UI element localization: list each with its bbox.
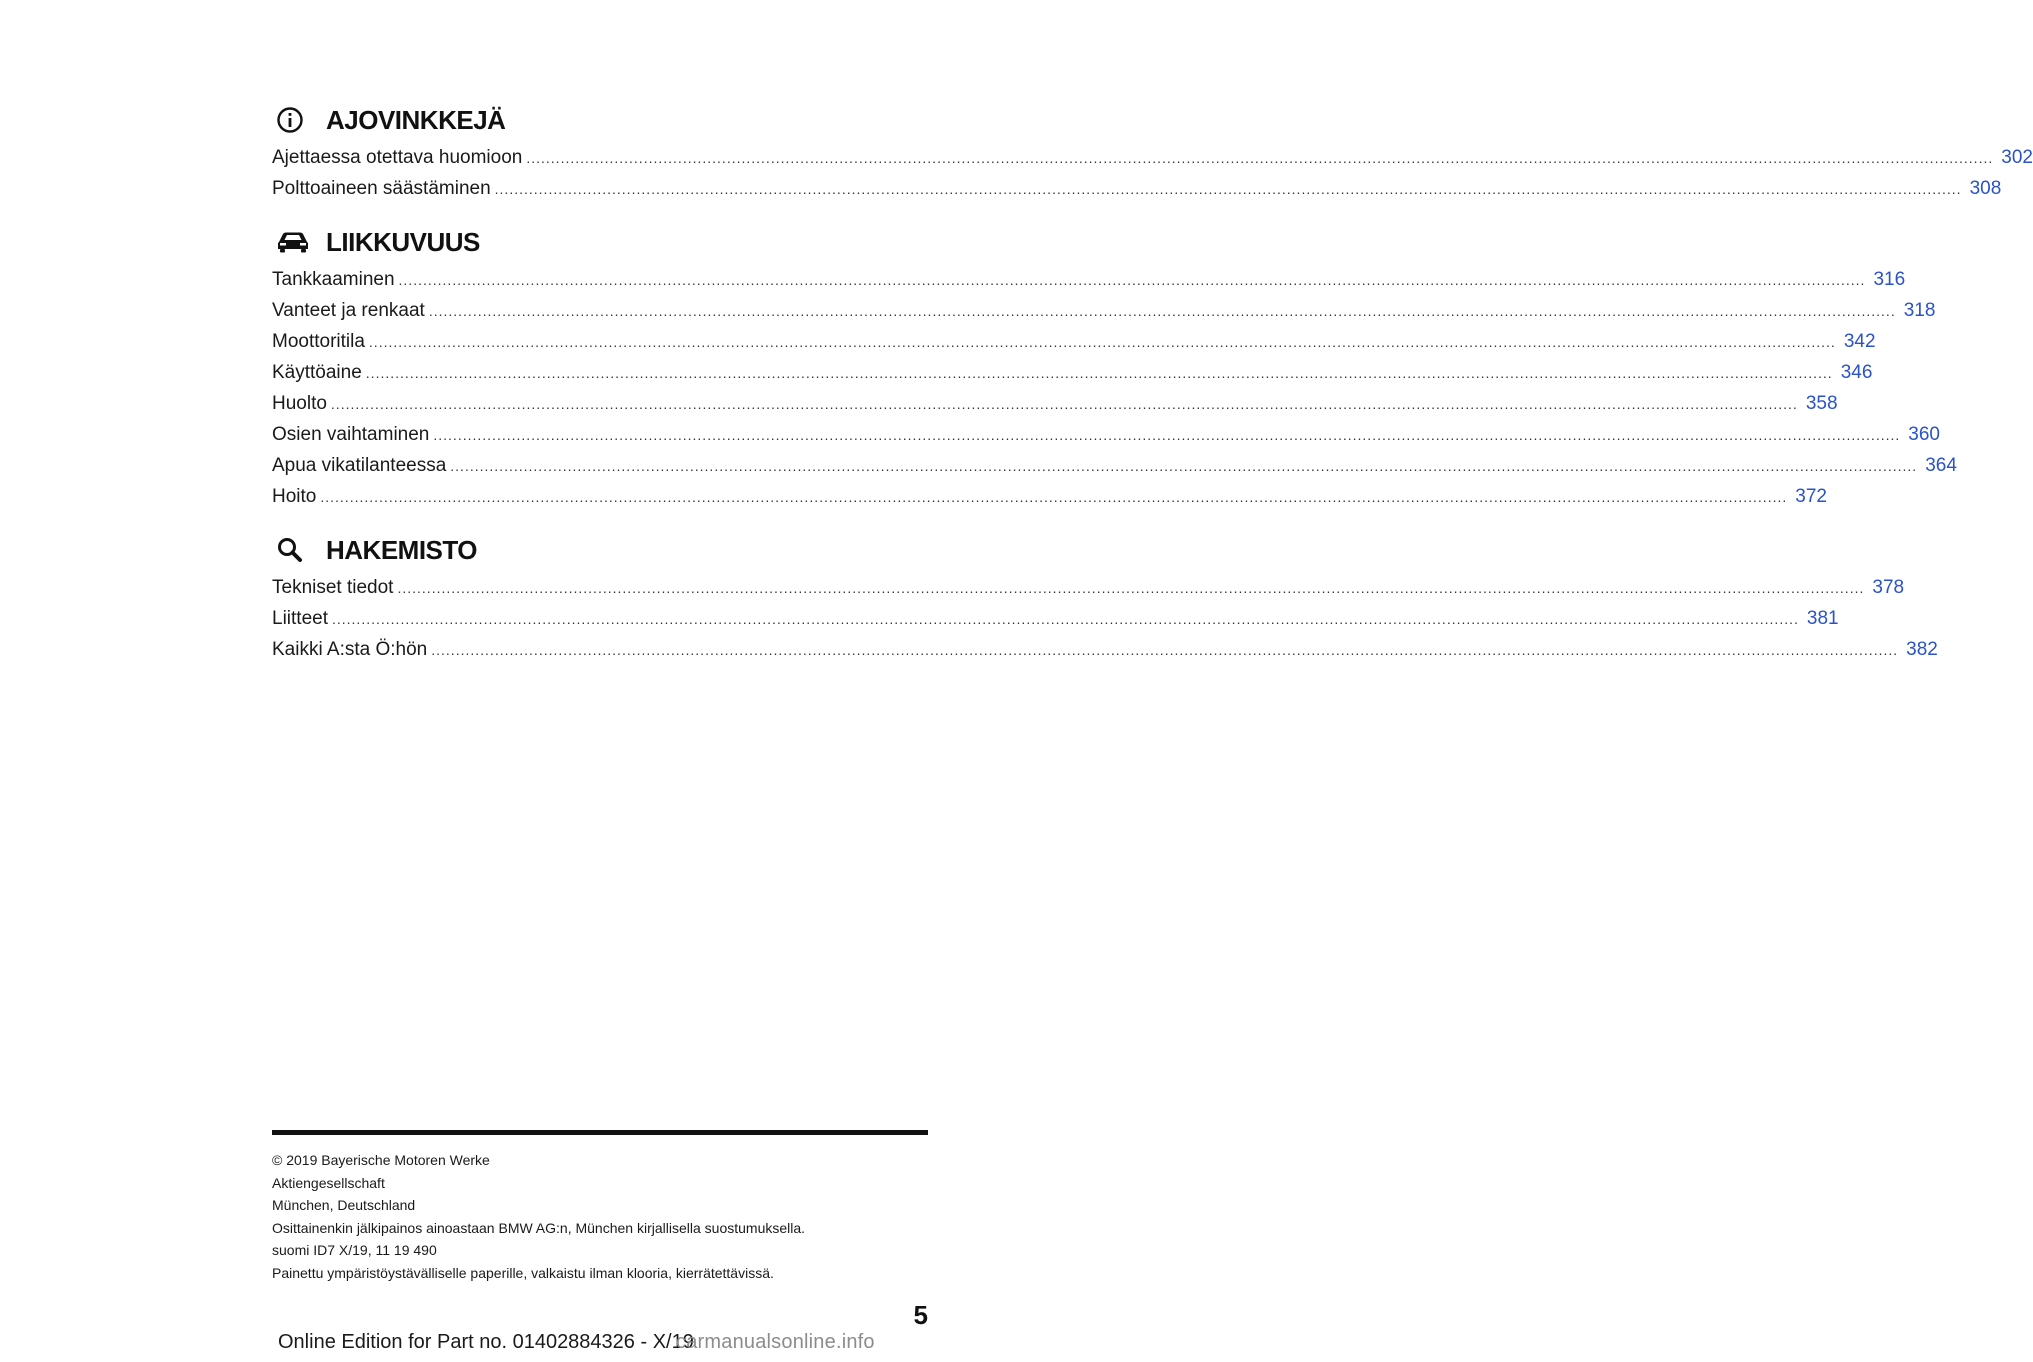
leader-dots: ............................................................................................................................................................................................................................................................................................................: [494, 181, 1962, 197]
toc-entry[interactable]: [272, 481, 1827, 512]
online-edition-text: Online Edition for Part no. 01402884326 - X/19: [278, 1331, 694, 1353]
leader-dots: ............................................................................................................................................................................................................................................................................................................: [320, 489, 1788, 505]
section-title: AJOVINKKEJÄ: [326, 104, 506, 135]
toc-entry[interactable]: [272, 419, 1940, 450]
reprint-notice: Osittainenkin jälkipainos ainoastaan BMW AG:n, München kirjallisella suostumuksella.: [272, 1219, 806, 1236]
edition-code: suomi ID7 X/19, 11 19 490: [272, 1242, 437, 1259]
company-line: Aktiengesellschaft: [272, 1174, 385, 1191]
toc-page-link[interactable]: 302: [2001, 147, 2033, 168]
toc-entry-label: Tankkaaminen: [272, 269, 395, 290]
toc-entry[interactable]: [272, 142, 2033, 173]
leader-dots: ............................................................................................................................................................................................................................................................................................................: [398, 272, 1866, 288]
toc-entry-label: Liitteet: [272, 608, 328, 629]
toc-page-link[interactable]: 346: [1840, 362, 1873, 383]
toc-page-link[interactable]: 342: [1843, 331, 1876, 352]
toc-entry[interactable]: [272, 173, 2002, 204]
section-header: [272, 100, 928, 140]
section-header: [272, 530, 928, 570]
toc-page-link[interactable]: 378: [1872, 577, 1905, 598]
toc-entry-label: Apua vikatilanteessa: [272, 455, 447, 476]
toc-page-link[interactable]: 381: [1806, 608, 1839, 629]
toc-page-link[interactable]: 382: [1906, 639, 1938, 660]
toc-entry-label: Moottoritila: [272, 331, 365, 352]
leader-dots: ............................................................................................................................................................................................................................................................................................................: [450, 458, 1918, 474]
table-of-contents: [272, 100, 2033, 683]
location-line: München, Deutschland: [272, 1197, 416, 1214]
toc-entry-label: Kaikki A:sta Ö:hön: [272, 639, 428, 660]
toc-entry[interactable]: [272, 634, 1938, 665]
toc-entry[interactable]: [272, 572, 1905, 603]
toc-page-link[interactable]: 360: [1908, 424, 1940, 445]
section-title: LIIKKUVUUS: [326, 226, 480, 257]
watermark: carmanualsonline.info: [676, 1331, 875, 1353]
info-icon: [272, 106, 326, 134]
leader-dots: ............................................................................................................................................................................................................................................................................................................: [368, 334, 1836, 350]
toc-section-driving-tips: [272, 100, 2033, 204]
footer-divider: [272, 1130, 928, 1135]
toc-page-link[interactable]: 308: [1969, 178, 2002, 199]
toc-page-link[interactable]: 318: [1903, 300, 1936, 321]
toc-entry[interactable]: [272, 357, 1873, 388]
toc-entry-label: Huolto: [272, 393, 327, 414]
imprint-footer: [272, 1130, 928, 1285]
toc-entry-label: Käyttöaine: [272, 362, 362, 383]
toc-entry-label: Polttoaineen säästäminen: [272, 178, 491, 199]
section-header: [272, 222, 928, 262]
toc-entry-label: Tekniset tiedot: [272, 577, 394, 598]
car-icon: [272, 230, 326, 254]
toc-entry[interactable]: [272, 603, 1839, 634]
page-number: 5: [913, 1300, 928, 1330]
toc-entry-label: Osien vaihtaminen: [272, 424, 430, 445]
leader-dots: ............................................................................................................................................................................................................................................................................................................: [526, 150, 1994, 166]
copyright-line: © 2019 Bayerische Motoren Werke: [272, 1152, 490, 1168]
toc-entry[interactable]: [272, 264, 1906, 295]
toc-section-index: [272, 530, 1938, 665]
toc-entry[interactable]: [272, 326, 1876, 357]
leader-dots: ............................................................................................................................................................................................................................................................................................................: [365, 365, 1833, 381]
toc-entry-label: Ajettaessa otettava huomioon: [272, 147, 523, 168]
toc-section-mobility: [272, 222, 1957, 512]
leader-dots: ............................................................................................................................................................................................................................................................................................................: [331, 611, 1799, 627]
section-title: HAKEMISTO: [326, 534, 478, 565]
leader-dots: ............................................................................................................................................................................................................................................................................................................: [397, 580, 1865, 596]
leader-dots: ............................................................................................................................................................................................................................................................................................................: [428, 303, 1896, 319]
search-icon: [272, 536, 326, 564]
toc-entry[interactable]: [272, 450, 1957, 481]
toc-entry-label: Hoito: [272, 486, 317, 507]
toc-page-link[interactable]: 358: [1805, 393, 1838, 414]
toc-entry[interactable]: [272, 388, 1838, 419]
toc-page-link[interactable]: 372: [1795, 486, 1827, 507]
toc-entry-label: Vanteet ja renkaat: [272, 300, 425, 321]
leader-dots: ............................................................................................................................................................................................................................................................................................................: [330, 396, 1798, 412]
leader-dots: ............................................................................................................................................................................................................................................................................................................: [433, 427, 1901, 443]
toc-page-link[interactable]: 316: [1873, 269, 1906, 290]
leader-dots: ............................................................................................................................................................................................................................................................................................................: [431, 642, 1899, 658]
paper-notice: Painettu ympäristöystävälliselle paperille, valkaistu ilman klooria, kierrätettävissä.: [272, 1264, 774, 1281]
toc-page-link[interactable]: 364: [1925, 455, 1957, 476]
toc-entry[interactable]: [272, 295, 1936, 326]
